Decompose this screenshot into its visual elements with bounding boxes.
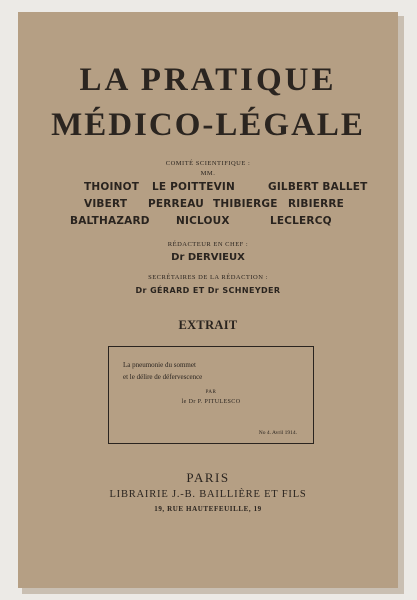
committee-member: GILBERT BALLET bbox=[268, 181, 368, 193]
secretaries-label: SECRÉTAIRES DE LA RÉDACTION : bbox=[148, 274, 268, 281]
committee-row-3 bbox=[18, 215, 398, 229]
article-title-line-2: et le délire de défervescence bbox=[123, 373, 203, 381]
article-title-line-1: La pneumonie du sommet bbox=[123, 361, 196, 369]
committee-member: LE POITTEVIN bbox=[152, 181, 236, 193]
article-author: le Dr P. PITULESCO bbox=[181, 399, 241, 405]
pamphlet-cover bbox=[18, 12, 398, 588]
publisher-address: 19, RUE HAUTEFEUILLE, 19 bbox=[154, 505, 262, 513]
committee-member: THIBIERGE bbox=[213, 198, 278, 210]
committee-row-2 bbox=[18, 198, 398, 212]
extract-label: EXTRAIT bbox=[178, 318, 238, 332]
committee-member: VIBERT bbox=[84, 198, 128, 210]
title-line-1: LA PRATIQUE bbox=[79, 62, 337, 98]
article-by-label: PAR bbox=[205, 390, 217, 395]
committee-member: LECLERCQ bbox=[270, 215, 332, 227]
title-line-2: MÉDICO-LÉGALE bbox=[51, 107, 365, 143]
committee-label: COMITÉ SCIENTIFIQUE : bbox=[165, 160, 251, 167]
editor-name: Dr DERVIEUX bbox=[171, 252, 245, 263]
committee-mm: MM. bbox=[200, 170, 216, 177]
publisher-city: PARIS bbox=[186, 470, 230, 485]
article-issue: No 4. Avril 1914. bbox=[258, 430, 297, 436]
secretaries-names: Dr GÉRARD ET Dr SCHNEYDER bbox=[135, 286, 281, 295]
publisher-name: LIBRAIRIE J.-B. BAILLIÈRE ET FILS bbox=[109, 489, 307, 500]
committee-member: BALTHAZARD bbox=[70, 215, 150, 227]
committee-member: NICLOUX bbox=[176, 215, 230, 227]
committee-member: PERREAU bbox=[148, 198, 204, 210]
committee-member: RIBIERRE bbox=[288, 198, 345, 210]
editor-label: RÉDACTEUR EN CHEF : bbox=[167, 241, 249, 248]
committee-row-1 bbox=[18, 181, 398, 195]
committee-member: THOINOT bbox=[84, 181, 140, 193]
article-box bbox=[108, 346, 314, 444]
